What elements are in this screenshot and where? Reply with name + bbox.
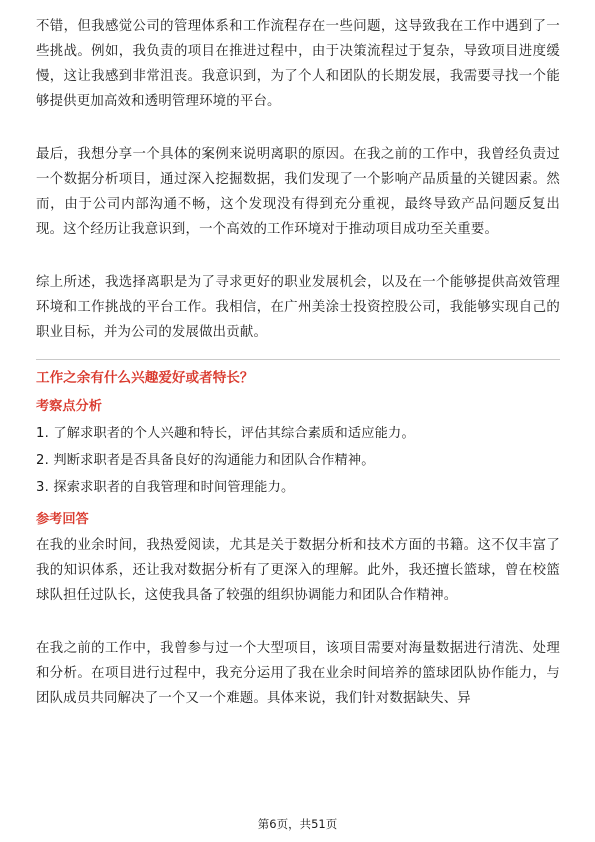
question-heading: 工作之余有什么兴趣爱好或者特长？ xyxy=(36,370,254,386)
answer-heading: 参考回答 xyxy=(36,512,89,527)
list-item: 2. 判断求职者是否具备良好的沟通能力和团队合作精神。 xyxy=(36,453,375,468)
list-item: 3. 探索求职者的自我管理和时间管理能力。 xyxy=(36,480,295,495)
analysis-list xyxy=(36,420,560,501)
document-page xyxy=(36,14,560,711)
page-indicator: 第6页，共51页 xyxy=(257,817,338,831)
section-divider xyxy=(36,359,560,360)
paragraph-case-study: 最后，我想分享一个具体的案例来说明离职的原因。在我之前的工作中，我曾经负责过一个数据分析项目，通过深入挖掘数据，我们发现了一个影响产品质量的关键因素。然而，由于公司内部沟通不畅，这个发现没有得到充分重视，最终导致产品问题反复出现。这个经历让我意识到，一个高效的工作环境对于推动项目成功至关重要。 xyxy=(36,147,560,237)
analysis-heading: 考察点分析 xyxy=(36,399,102,414)
answer-paragraph-hobbies: 在我的业余时间，我热爱阅读，尤其是关于数据分析和技术方面的书籍。这不仅丰富了我的知识体系，还让我对数据分析有了更深入的理解。此外，我还擅长篮球，曾在校篮球队担任过队长，这使我具备了较强的组织协调能力和团队合作精神。 xyxy=(36,538,560,603)
answer-paragraph-project: 在我之前的工作中，我曾参与过一个大型项目，该项目需要对海量数据进行清洗、处理和分析。在项目进行过程中，我充分运用了我在业余时间培养的篮球团队协作能力，与团队成员共同解决了一个又一个难题。具体来说，我们针对数据缺失、异 xyxy=(36,641,560,706)
paragraph-management-issues: 不错，但我感觉公司的管理体系和工作流程存在一些问题，这导致我在工作中遇到了一些挑战。例如，我负责的项目在推进过程中，由于决策流程过于复杂，导致项目进度缓慢，这让我感到非常沮丧。我意识到，为了个人和团队的长期发展，我需要寻找一个能够提供更加高效和透明管理环境的平台。 xyxy=(36,19,560,109)
list-item: 1. 了解求职者的个人兴趣和特长，评估其综合素质和适应能力。 xyxy=(36,426,415,441)
paragraph-conclusion: 综上所述，我选择离职是为了寻求更好的职业发展机会，以及在一个能够提供高效管理环境和工作挑战的平台工作。我相信，在广州美涂士投资控股公司，我能够实现自己的职业目标，并为公司的发展做出贡献。 xyxy=(36,275,560,340)
